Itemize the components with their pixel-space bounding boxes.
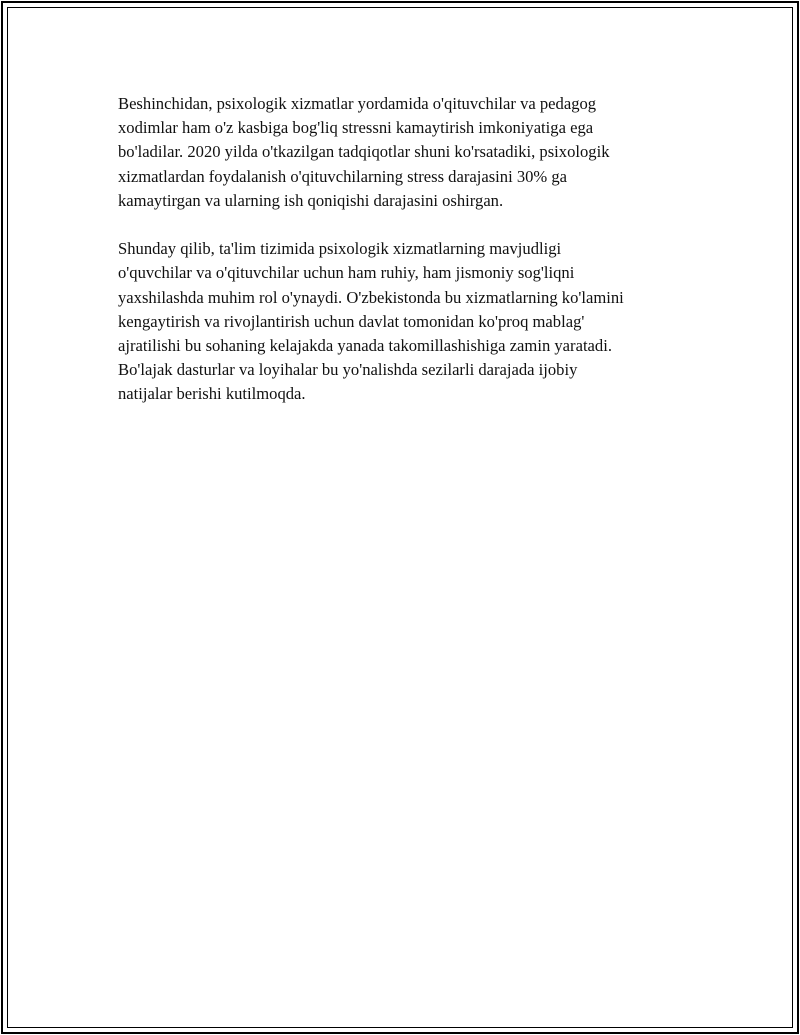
text-line: kamaytirgan va ularning ish qoniqishi darajasini oshirgan.: [118, 190, 504, 210]
text-line: bo'ladilar. 2020 yilda o'tkazilgan tadqiqotlar shuni ko'rsatadiki, psixologik: [118, 142, 610, 162]
document-body: [118, 92, 698, 431]
paragraph-2: [118, 237, 698, 406]
text-line: natijalar berishi kutilmoqda.: [118, 384, 306, 404]
text-line: xizmatlardan foydalanish o'qituvchilarning stress darajasini 30% ga: [118, 166, 568, 186]
text-line: ajratilishi bu sohaning kelajakda yanada takomillashishiga zamin yaratadi.: [118, 336, 612, 356]
text-line: Beshinchidan, psixologik xizmatlar yordamida o'qituvchilar va pedagog: [118, 94, 597, 113]
text-line: Bo'lajak dasturlar va loyihalar bu yo'nalishda sezilarli darajada ijobiy: [118, 360, 578, 380]
text-line: yaxshilashda muhim rol o'ynaydi. O'zbekistonda bu xizmatlarning ko'lamini: [118, 287, 624, 307]
text-line: Shunday qilib, ta'lim tizimida psixologik xizmatlarning mavjudligi: [118, 239, 562, 259]
text-line: kengaytirish va rivojlantirish uchun davlat tomonidan ko'proq mablag': [118, 311, 585, 331]
paragraph-1: [118, 92, 698, 213]
text-line: xodimlar ham o'z kasbiga bog'liq stressni kamaytirish imkoniyatiga ega: [118, 118, 594, 138]
text-line: o'quvchilar va o'qituvchilar uchun ham ruhiy, ham jismoniy sog'liqni: [118, 263, 575, 283]
